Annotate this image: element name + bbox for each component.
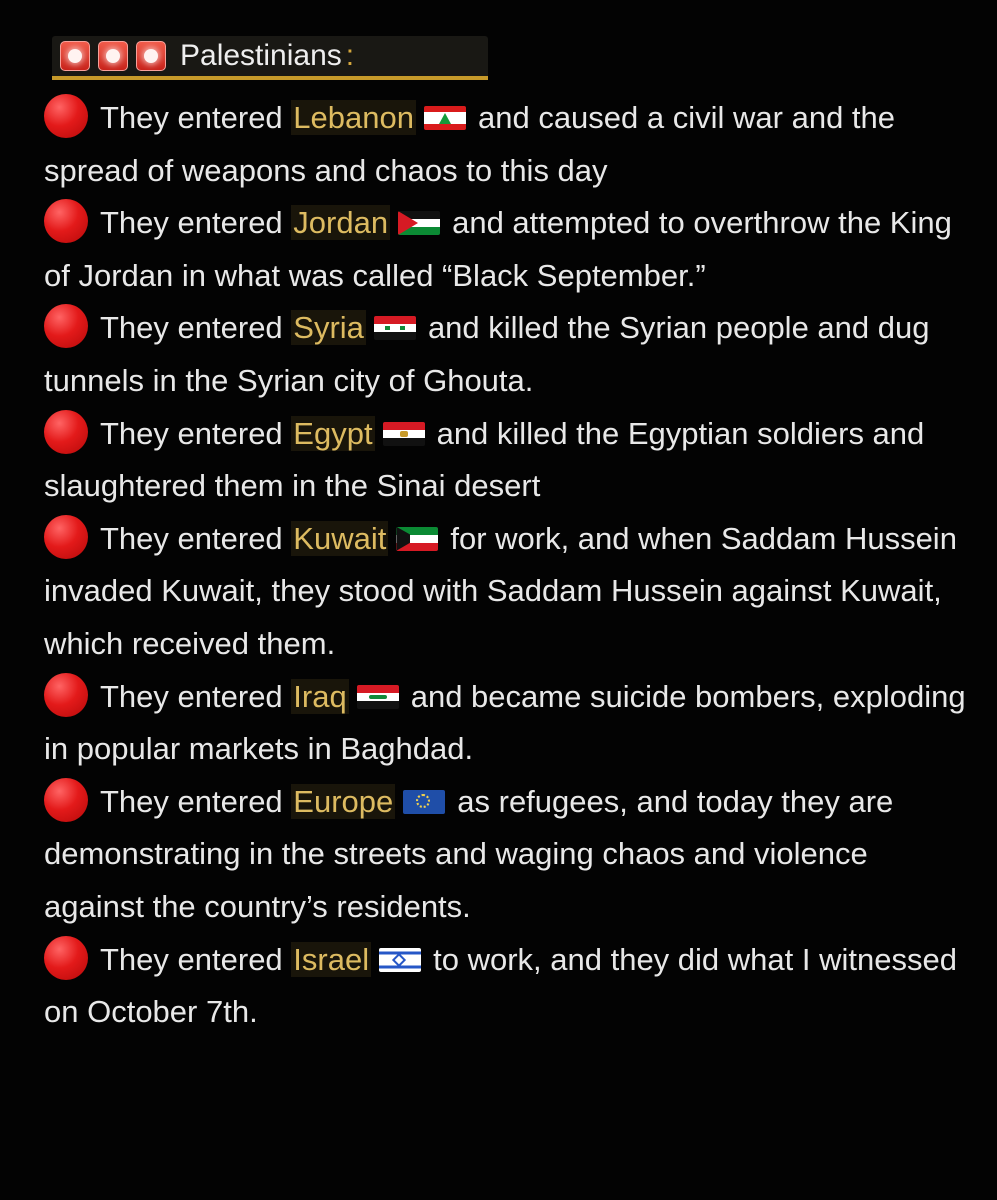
country-name: Jordan — [293, 205, 389, 241]
red-circle-icon — [44, 673, 88, 717]
item-text: and attempted to overthrow the King of Jordan in what was called “Black September.” — [44, 205, 952, 293]
red-circle-icon — [44, 94, 88, 138]
country-name: Iraq — [293, 678, 347, 714]
red-circle-icon — [44, 410, 88, 454]
item-text: for work, and when Saddam Hussein invaded Kuwait, they stood with Saddam Hussein against Kuwait, which received them. — [44, 520, 957, 661]
item-prefix: They entered — [100, 678, 283, 714]
jordan-flag-icon — [398, 211, 440, 235]
item-text: and killed the Egyptian soldiers and slaughtered them in the Sinai desert — [44, 415, 925, 504]
item-prefix: They entered — [100, 100, 283, 135]
list-item — [44, 92, 973, 197]
post-heading — [52, 36, 488, 80]
item-text: as refugees, and today they are demonstrating in the streets and waging chaos and violence against the country’s residents. — [44, 783, 894, 924]
syria-flag-icon — [374, 316, 416, 340]
list-item — [44, 776, 973, 934]
kuwait-flag-icon — [396, 527, 438, 551]
list-item — [44, 408, 973, 513]
list-item — [44, 302, 973, 407]
red-circle-icon — [44, 515, 88, 559]
item-text: to work, and they did what I witnessed on October 7th. — [44, 941, 957, 1030]
siren-icon — [60, 41, 90, 71]
item-text: and became suicide bombers, exploding in popular markets in Baghdad. — [44, 678, 966, 767]
country-name: Lebanon — [293, 100, 414, 135]
country-name: Israel — [293, 941, 370, 977]
red-circle-icon — [44, 936, 88, 980]
iraq-flag-icon — [357, 685, 399, 709]
israel-flag-icon — [379, 948, 421, 972]
siren-icon — [136, 41, 166, 71]
list-item — [44, 513, 973, 671]
red-circle-icon — [44, 778, 88, 822]
country-name: Egypt — [293, 415, 373, 451]
country-name: Europe — [293, 783, 394, 819]
item-prefix: They entered — [100, 205, 283, 241]
item-prefix: They entered — [100, 941, 283, 977]
eu-flag-icon — [403, 790, 445, 814]
lebanon-flag-icon — [424, 106, 466, 130]
heading-title: Palestinians — [180, 39, 342, 72]
egypt-flag-icon — [383, 422, 425, 446]
item-text: and caused a civil war and the spread of weapons and chaos to this day — [44, 100, 896, 188]
statement-list — [44, 92, 973, 1039]
item-text: and killed the Syrian people and dug tunnels in the Syrian city of Ghouta. — [44, 310, 930, 398]
heading-colon: : — [345, 39, 355, 72]
siren-icon — [98, 41, 128, 71]
red-circle-icon — [44, 199, 88, 243]
item-prefix: They entered — [100, 415, 283, 451]
list-item — [44, 934, 973, 1039]
country-name: Kuwait — [293, 520, 387, 556]
item-prefix: They entered — [100, 520, 283, 556]
list-item — [44, 671, 973, 776]
red-circle-icon — [44, 304, 88, 348]
item-prefix: They entered — [100, 783, 283, 819]
country-name: Syria — [293, 310, 364, 346]
item-prefix: They entered — [100, 310, 283, 346]
list-item — [44, 197, 973, 302]
